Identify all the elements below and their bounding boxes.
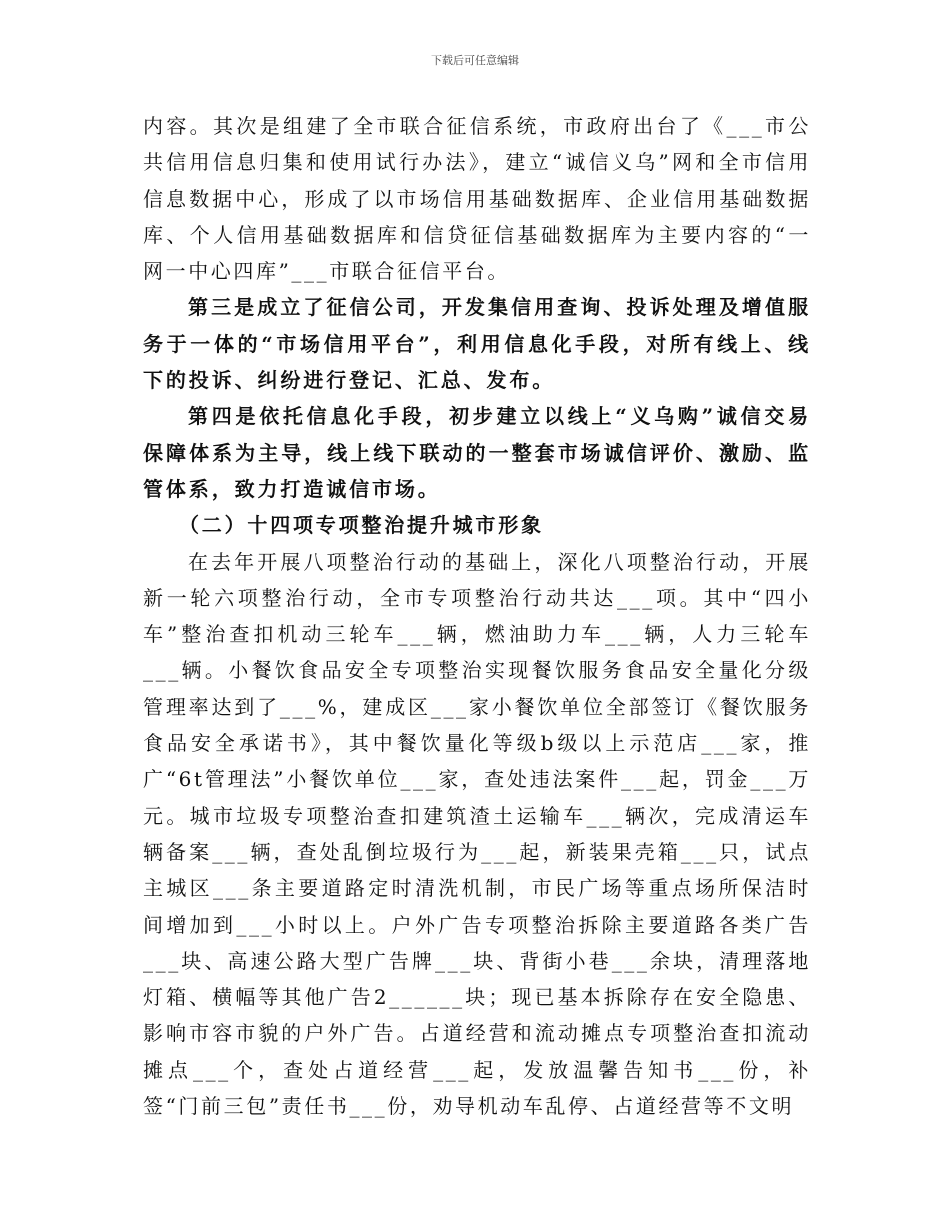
paragraph-rectification: 在去年开展八项整治行动的基础上，深化八项整治行动，开展新一轮六项整治行动，全市专项整治行动共达___项。其中“四小车”整治查扣机动三轮车___辆，燃油助力车___辆，人力三轮车___辆。小餐饮食品安全专项整治实现餐饮服务食品安全量化分级管理率达到了___%，建成区___家小餐饮单位全部签订《餐饮服务食品安全承诺书》，其中餐饮量化等级b级以上示范店___家，推广“6t管理法”小餐饮单位___家，查处违法案件___起，罚金___万元。城市垃圾专项整治查扣建筑渣土运输车___辆次，完成清运车辆备案___辆，查处乱倒垃圾行为___起，新装果壳箱___只，试点主城区___条主要道路定时清洗机制，市民广场等重点场所保洁时间增加到___小时以上。户外广告专项整治拆除主要道路各类广告___块、高速公路大型广告牌___块、背街小巷___余块，清理落地灯箱、横幅等其他广告2______块；现已基本拆除存在安全隐患、影响市容市貌的户外广告。占道经营和流动摊点专项整治查扣流动摊点___个，查处占道经营___起，发放温馨告知书___份，补签“门前三包”责任书___份，劝导机动车乱停、占道经营等不文明: [143, 549, 811, 1119]
paragraph-credit-system: 内容。其次是组建了全市联合征信系统，市政府出台了《___市公共信用信息归集和使用试行办法》，建立“诚信义乌”网和全市信用信息数据中心，形成了以市场信用基础数据库、企业信用基础数据库、个人信用基础数据库和信贷征信基础数据库为主要内容的“一网一中心四库”___市联合征信平台。: [143, 114, 811, 284]
document-body: [143, 108, 811, 1124]
section-heading: （二）十四项专项整治提升城市形象: [179, 513, 544, 538]
page-header: 下载后可任意编辑: [431, 54, 519, 67]
paragraph-credit-company: 第三是成立了征信公司，开发集信用查询、投诉处理及增值服务于一体的“市场信用平台”，利用信息化手段，对所有线上、线下的投诉、纠纷进行登记、汇总、发布。: [143, 295, 811, 393]
paragraph-online-trust: 第四是依托信息化手段，初步建立以线上“义乌购”诚信交易保障体系为主导，线上线下联动的一整套市场诚信评价、激励、监管体系，致力打造诚信市场。: [143, 404, 811, 501]
